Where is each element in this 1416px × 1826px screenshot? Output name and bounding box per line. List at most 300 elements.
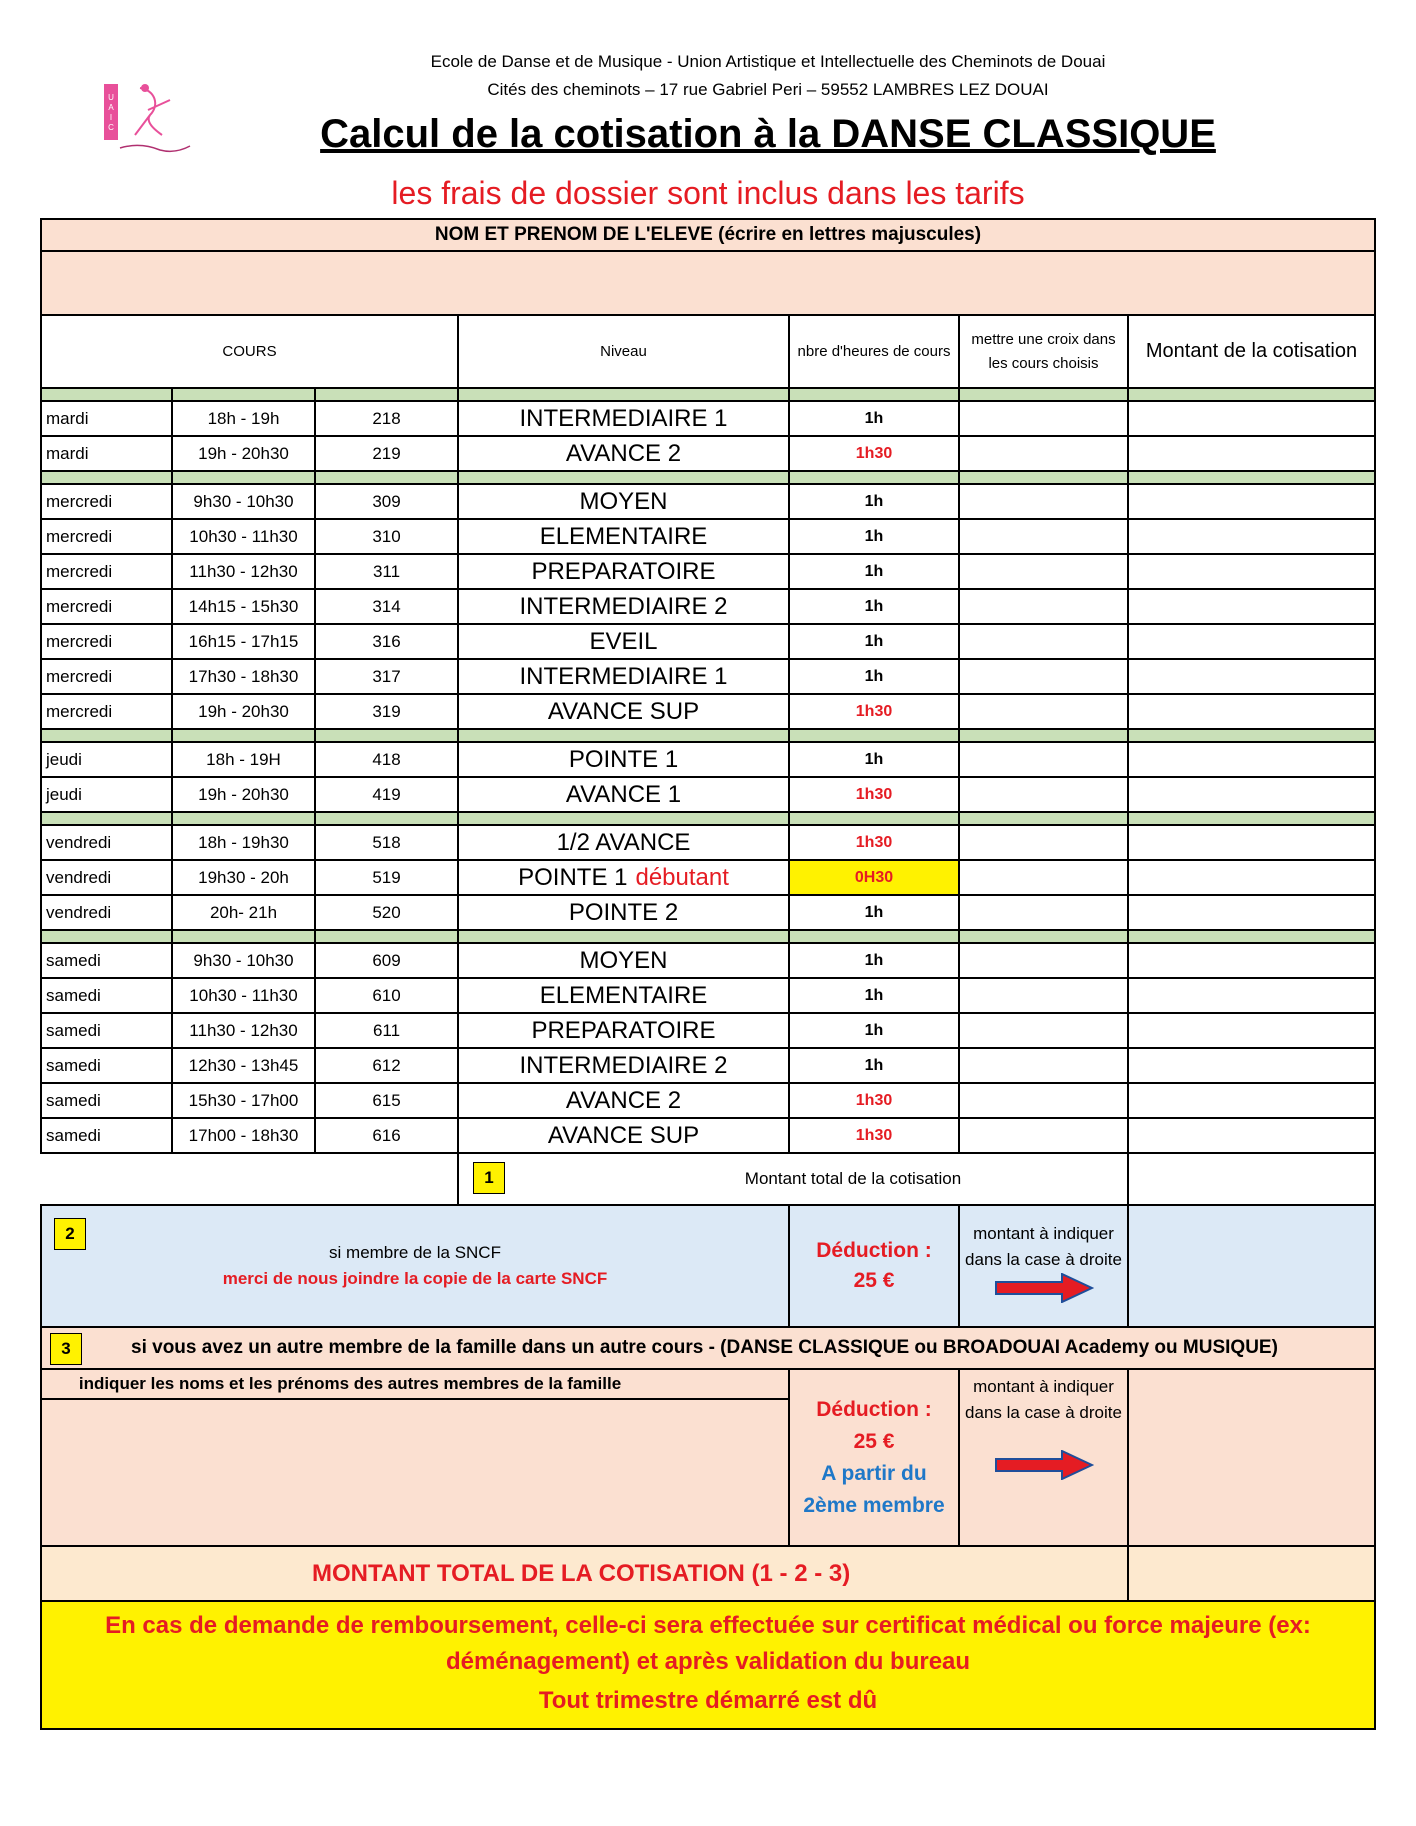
course-code-text: 612 [372,1055,401,1075]
course-amount[interactable] [1128,1013,1375,1048]
famille-header: si vous avez un autre membre de la famille dans un autre cours - (DANSE CLASSIQUE ou BROADOUAI Academy ou MUSIQUE) [131,1337,1278,1358]
course-code [315,484,458,519]
course-code-text: 309 [372,491,401,511]
course-checkbox[interactable] [959,742,1128,777]
course-level [458,943,789,978]
school-name: Ecole de Danse et de Musique - Union Artistique et Intellectuelle des Cheminots de Douai [430,52,1106,71]
course-level-text: AVANCE SUP [547,697,700,725]
course-day-text: vendredi [46,867,112,887]
course-row [41,519,1375,554]
course-time [172,519,315,554]
course-code-text: 519 [372,867,401,887]
col-header-niveau: Niveau [458,315,789,388]
sncf-note-cell [959,1205,1128,1327]
course-time [172,484,315,519]
course-day [41,436,172,471]
footer-cell [41,1601,1375,1729]
course-amount[interactable] [1128,519,1375,554]
course-row [41,1083,1375,1118]
course-amount[interactable] [1128,659,1375,694]
course-day [41,554,172,589]
course-hours-text: 1h [864,1056,884,1074]
course-code [315,825,458,860]
course-day [41,519,172,554]
course-hours [789,1013,959,1048]
course-hours [789,484,959,519]
course-checkbox[interactable] [959,436,1128,471]
course-level [458,777,789,812]
course-amount[interactable] [1128,895,1375,930]
course-row [41,860,1375,895]
total1-cell [458,1153,1128,1205]
course-level-text: POINTE 1 [518,863,628,891]
famille-amount-field[interactable] [1128,1369,1375,1546]
course-hours-text: 1h [864,750,884,768]
course-row [41,1048,1375,1083]
course-level-text: POINTE 2 [568,898,679,926]
course-code-text: 310 [372,526,401,546]
course-day-text: samedi [46,1055,101,1075]
course-amount[interactable] [1128,436,1375,471]
course-hours-text: 1h30 [855,444,893,462]
course-row [41,436,1375,471]
course-code [315,895,458,930]
course-hours [789,777,959,812]
course-hours [789,589,959,624]
footer-line1: En cas de demande de remboursement, celle-ci sera effectuée sur certificat médical ou force majeure (ex: déménagement) et après validation du bureau [105,1612,1311,1675]
course-level [458,589,789,624]
badge-3: 3 [50,1333,82,1365]
course-day [41,1048,172,1083]
course-level-text: 1/2 AVANCE [556,828,691,856]
course-time-text: 10h30 - 11h30 [189,985,298,1005]
course-time [172,895,315,930]
course-level [458,742,789,777]
course-checkbox[interactable] [959,401,1128,436]
course-time-text: 19h30 - 20h [198,867,289,887]
course-day [41,825,172,860]
famille-deduction-cell [789,1369,959,1546]
course-hours [789,554,959,589]
course-level-text: ELEMENTAIRE [539,981,708,1009]
course-code-text: 218 [372,408,401,428]
course-time-text: 14h15 - 15h30 [188,596,299,616]
course-row [41,694,1375,729]
course-code [315,624,458,659]
course-time [172,554,315,589]
course-hours-text: 1h [864,492,884,510]
course-amount[interactable] [1128,777,1375,812]
col-header-cours: COURS [41,315,458,388]
day-separator [41,388,1375,401]
course-row [41,554,1375,589]
course-day [41,943,172,978]
course-code-text: 609 [372,950,401,970]
course-code-text: 314 [372,596,401,616]
course-day-text: mercredi [46,526,113,546]
course-row [41,943,1375,978]
course-time [172,1013,315,1048]
sncf-amount-field[interactable] [1128,1205,1375,1327]
course-hours-text: 1h [864,527,884,545]
course-code-text: 611 [372,1020,401,1040]
badge-1: 1 [473,1162,505,1194]
course-checkbox[interactable] [959,895,1128,930]
arrow-right-icon [994,1450,1094,1480]
course-code-text: 317 [372,666,401,686]
course-row [41,401,1375,436]
day-separator [41,471,1375,484]
course-level-text: MOYEN [579,946,668,974]
course-day [41,1118,172,1153]
course-hours-text: 1h30 [855,702,893,720]
course-amount[interactable] [1128,694,1375,729]
day-separator [41,930,1375,943]
course-checkbox[interactable] [959,589,1128,624]
blank-cell [41,1153,458,1205]
course-code [315,1013,458,1048]
course-day-text: samedi [46,1020,101,1040]
course-checkbox[interactable] [959,484,1128,519]
course-level [458,978,789,1013]
course-hours-text: 1h30 [855,1126,893,1144]
course-level [458,436,789,471]
course-level-text: INTERMEDIAIRE 1 [519,662,728,690]
course-hours [789,659,959,694]
course-checkbox[interactable] [959,825,1128,860]
arrow-right-icon [994,1273,1094,1303]
course-level-text: AVANCE 2 [565,439,682,467]
course-row [41,1013,1375,1048]
course-time [172,825,315,860]
course-time [172,436,315,471]
course-checkbox[interactable] [959,777,1128,812]
course-time [172,943,315,978]
course-hours-text: 1h [864,903,884,921]
course-code [315,589,458,624]
course-time [172,1083,315,1118]
famille-deduction-label: Déduction : [816,1397,932,1421]
course-code [315,694,458,729]
course-hours [789,1118,959,1153]
course-time [172,401,315,436]
famille-names-field[interactable] [42,1400,788,1545]
course-time [172,659,315,694]
course-code-text: 616 [372,1125,401,1145]
course-level-text: INTERMEDIAIRE 2 [519,592,728,620]
course-amount[interactable] [1128,1118,1375,1153]
total1-amount-field[interactable] [1128,1153,1375,1205]
course-day-text: mardi [46,443,89,463]
student-name-header: NOM ET PRENOM DE L'ELEVE (écrire en lettres majuscules) [41,219,1375,251]
course-hours-text: 1h [864,986,884,1004]
course-day-text: mercredi [46,491,113,511]
page-subtitle: les frais de dossier sont inclus dans les tarifs [391,175,1025,211]
course-checkbox[interactable] [959,860,1128,895]
sncf-deduction-amount: 25 € [853,1269,895,1292]
course-amount[interactable] [1128,742,1375,777]
course-hours-text: 1h [864,597,884,615]
grand-total-label: MONTANT TOTAL DE LA COTISATION (1 - 2 - 3) [41,1546,1128,1601]
course-time-text: 19h - 20h30 [198,784,289,804]
course-time [172,624,315,659]
course-time-text: 17h30 - 18h30 [188,666,299,686]
course-amount[interactable] [1128,401,1375,436]
page-title: Calcul de la cotisation à la DANSE CLASSIQUE [320,112,1216,156]
col-header-heures: nbre d'heures de cours [789,315,959,388]
course-hours [789,1083,959,1118]
course-row [41,825,1375,860]
course-day-text: samedi [46,985,101,1005]
course-hours [789,624,959,659]
course-time-text: 9h30 - 10h30 [193,491,294,511]
course-time-text: 9h30 - 10h30 [193,950,294,970]
course-level-text: INTERMEDIAIRE 2 [519,1051,728,1079]
course-checkbox[interactable] [959,1013,1128,1048]
course-checkbox[interactable] [959,659,1128,694]
course-level-text: AVANCE 1 [565,780,682,808]
course-code-text: 419 [372,784,401,804]
course-time-text: 10h30 - 11h30 [189,526,298,546]
course-row [41,484,1375,519]
course-time [172,1048,315,1083]
course-row [41,659,1375,694]
course-time [172,777,315,812]
course-day-text: mercredi [46,666,113,686]
course-day [41,659,172,694]
famille-names-label: indiquer les noms et les prénoms des autres membres de la famille [42,1370,788,1400]
course-level [458,694,789,729]
course-time-text: 19h - 20h30 [198,701,289,721]
cotisation-form [40,218,1374,1730]
course-level [458,895,789,930]
course-time [172,860,315,895]
sncf-note: montant à indiquer dans la case à droite [965,1224,1122,1269]
course-amount[interactable] [1128,860,1375,895]
sncf-cell [41,1205,789,1327]
course-checkbox[interactable] [959,1048,1128,1083]
course-hours-text: 1h30 [855,833,893,851]
course-day-text: jeudi [46,749,82,769]
course-code [315,742,458,777]
famille-header-cell [41,1327,1375,1369]
course-time-text: 11h30 - 12h30 [189,1020,298,1040]
course-level [458,659,789,694]
course-level [458,554,789,589]
course-amount[interactable] [1128,484,1375,519]
course-code [315,519,458,554]
course-day [41,860,172,895]
course-hours-text: 1h30 [855,1091,893,1109]
course-amount[interactable] [1128,624,1375,659]
course-time-text: 17h00 - 18h30 [188,1125,299,1145]
course-code [315,860,458,895]
grand-total-field[interactable] [1128,1546,1375,1601]
course-row [41,1118,1375,1153]
course-checkbox[interactable] [959,1118,1128,1153]
course-level [458,624,789,659]
course-code [315,436,458,471]
course-hours [789,436,959,471]
course-level-text: EVEIL [589,627,658,655]
course-level [458,1013,789,1048]
course-row [41,589,1375,624]
course-day [41,1013,172,1048]
course-level-text: POINTE 1 [568,745,679,773]
course-hours-text: 1h [864,632,884,650]
course-amount[interactable] [1128,825,1375,860]
course-hours [789,825,959,860]
course-level-text: INTERMEDIAIRE 1 [519,404,728,432]
course-code [315,554,458,589]
course-level [458,1083,789,1118]
course-day [41,777,172,812]
course-hours-text: 1h30 [855,785,893,803]
course-time-text: 20h- 21h [209,902,278,922]
course-code [315,978,458,1013]
course-day-text: mercredi [46,701,113,721]
col-header-montant: Montant de la cotisation [1128,315,1375,388]
course-code-text: 615 [372,1090,401,1110]
course-hours [789,895,959,930]
course-code-text: 316 [372,631,401,651]
course-checkbox[interactable] [959,1083,1128,1118]
course-level [458,401,789,436]
course-checkbox[interactable] [959,624,1128,659]
course-day [41,401,172,436]
course-level [458,1118,789,1153]
course-code [315,401,458,436]
course-amount[interactable] [1128,943,1375,978]
course-hours [789,978,959,1013]
course-day [41,694,172,729]
footer-line2: Tout trimestre démarré est dû [538,1687,878,1714]
course-day-text: samedi [46,1090,101,1110]
course-day [41,895,172,930]
course-time [172,694,315,729]
course-level-text: AVANCE SUP [547,1121,700,1149]
course-day [41,624,172,659]
course-code [315,1083,458,1118]
course-time [172,742,315,777]
course-day-text: jeudi [46,784,82,804]
course-amount[interactable] [1128,554,1375,589]
course-code [315,1118,458,1153]
course-code-text: 311 [372,561,401,581]
course-row [41,978,1375,1013]
course-day [41,1083,172,1118]
col-header-croix: mettre une croix dans les cours choisis [959,315,1128,388]
course-day-text: mercredi [46,631,113,651]
course-amount[interactable] [1128,1083,1375,1118]
course-day-text: vendredi [46,832,112,852]
course-time-text: 16h15 - 17h15 [188,631,299,651]
course-code-text: 319 [372,701,401,721]
course-checkbox[interactable] [959,694,1128,729]
famille-deduction-amount: 25 € [853,1429,895,1453]
course-level [458,1048,789,1083]
course-code [315,777,458,812]
famille-from-line2: 2ème membre [803,1493,945,1517]
course-level-text: AVANCE 2 [565,1086,682,1114]
course-hours [789,742,959,777]
course-time-text: 11h30 - 12h30 [189,561,298,581]
course-hours-text: 1h [864,409,884,427]
course-hours-text: 1h [864,667,884,685]
course-code [315,943,458,978]
course-checkbox[interactable] [959,554,1128,589]
course-code [315,659,458,694]
course-level-text: PREPARATOIRE [531,1016,716,1044]
course-level-extra: débutant [635,863,729,891]
course-code-text: 520 [372,902,401,922]
total1-label: Montant total de la cotisation [744,1169,962,1188]
course-code [315,1048,458,1083]
course-level-text: PREPARATOIRE [531,557,716,585]
course-day-text: samedi [46,950,101,970]
sncf-line2: merci de nous joindre la copie de la carte SNCF [222,1269,608,1288]
course-level [458,519,789,554]
course-time-text: 18h - 19h30 [198,832,289,852]
course-hours [789,519,959,554]
course-hours [789,1048,959,1083]
course-code-text: 219 [372,443,401,463]
course-level [458,860,789,895]
sncf-line1: si membre de la SNCF [329,1243,501,1262]
course-time-text: 15h30 - 17h00 [188,1090,299,1110]
svg-text:I: I [109,113,113,122]
student-name-field[interactable] [41,251,1375,315]
course-day [41,589,172,624]
badge-2: 2 [54,1218,86,1250]
course-day-text: mardi [46,408,89,428]
course-level-text: ELEMENTAIRE [539,522,708,550]
course-time-text: 12h30 - 13h45 [188,1055,299,1075]
course-day [41,978,172,1013]
svg-text:U: U [108,93,114,102]
course-code-text: 518 [372,832,401,852]
course-checkbox[interactable] [959,978,1128,1013]
course-amount[interactable] [1128,1048,1375,1083]
school-address: Cités des cheminots – 17 rue Gabriel Peri – 59552 LAMBRES LEZ DOUAI [487,80,1049,99]
course-hours-text: 1h [864,1021,884,1039]
sncf-deduction-label: Déduction : [816,1239,932,1262]
course-day-text: mercredi [46,596,113,616]
course-time-text: 18h - 19H [206,749,281,769]
course-checkbox[interactable] [959,519,1128,554]
course-hours [789,943,959,978]
course-level-text: MOYEN [579,487,668,515]
course-code-text: 418 [372,749,401,769]
course-time [172,978,315,1013]
course-hours-text: 1h [864,951,884,969]
course-row [41,742,1375,777]
course-amount[interactable] [1128,589,1375,624]
famille-note-cell [959,1369,1128,1546]
svg-text:A: A [108,103,114,112]
famille-note: montant à indiquer dans la case à droite [965,1377,1122,1422]
course-day [41,742,172,777]
day-separator [41,812,1375,825]
course-amount[interactable] [1128,978,1375,1013]
course-hours-text: 0H30 [854,868,894,886]
course-time [172,589,315,624]
course-row [41,777,1375,812]
course-checkbox[interactable] [959,943,1128,978]
course-level [458,825,789,860]
famille-from-line1: A partir du [821,1461,927,1485]
course-time-text: 18h - 19h [207,408,280,428]
